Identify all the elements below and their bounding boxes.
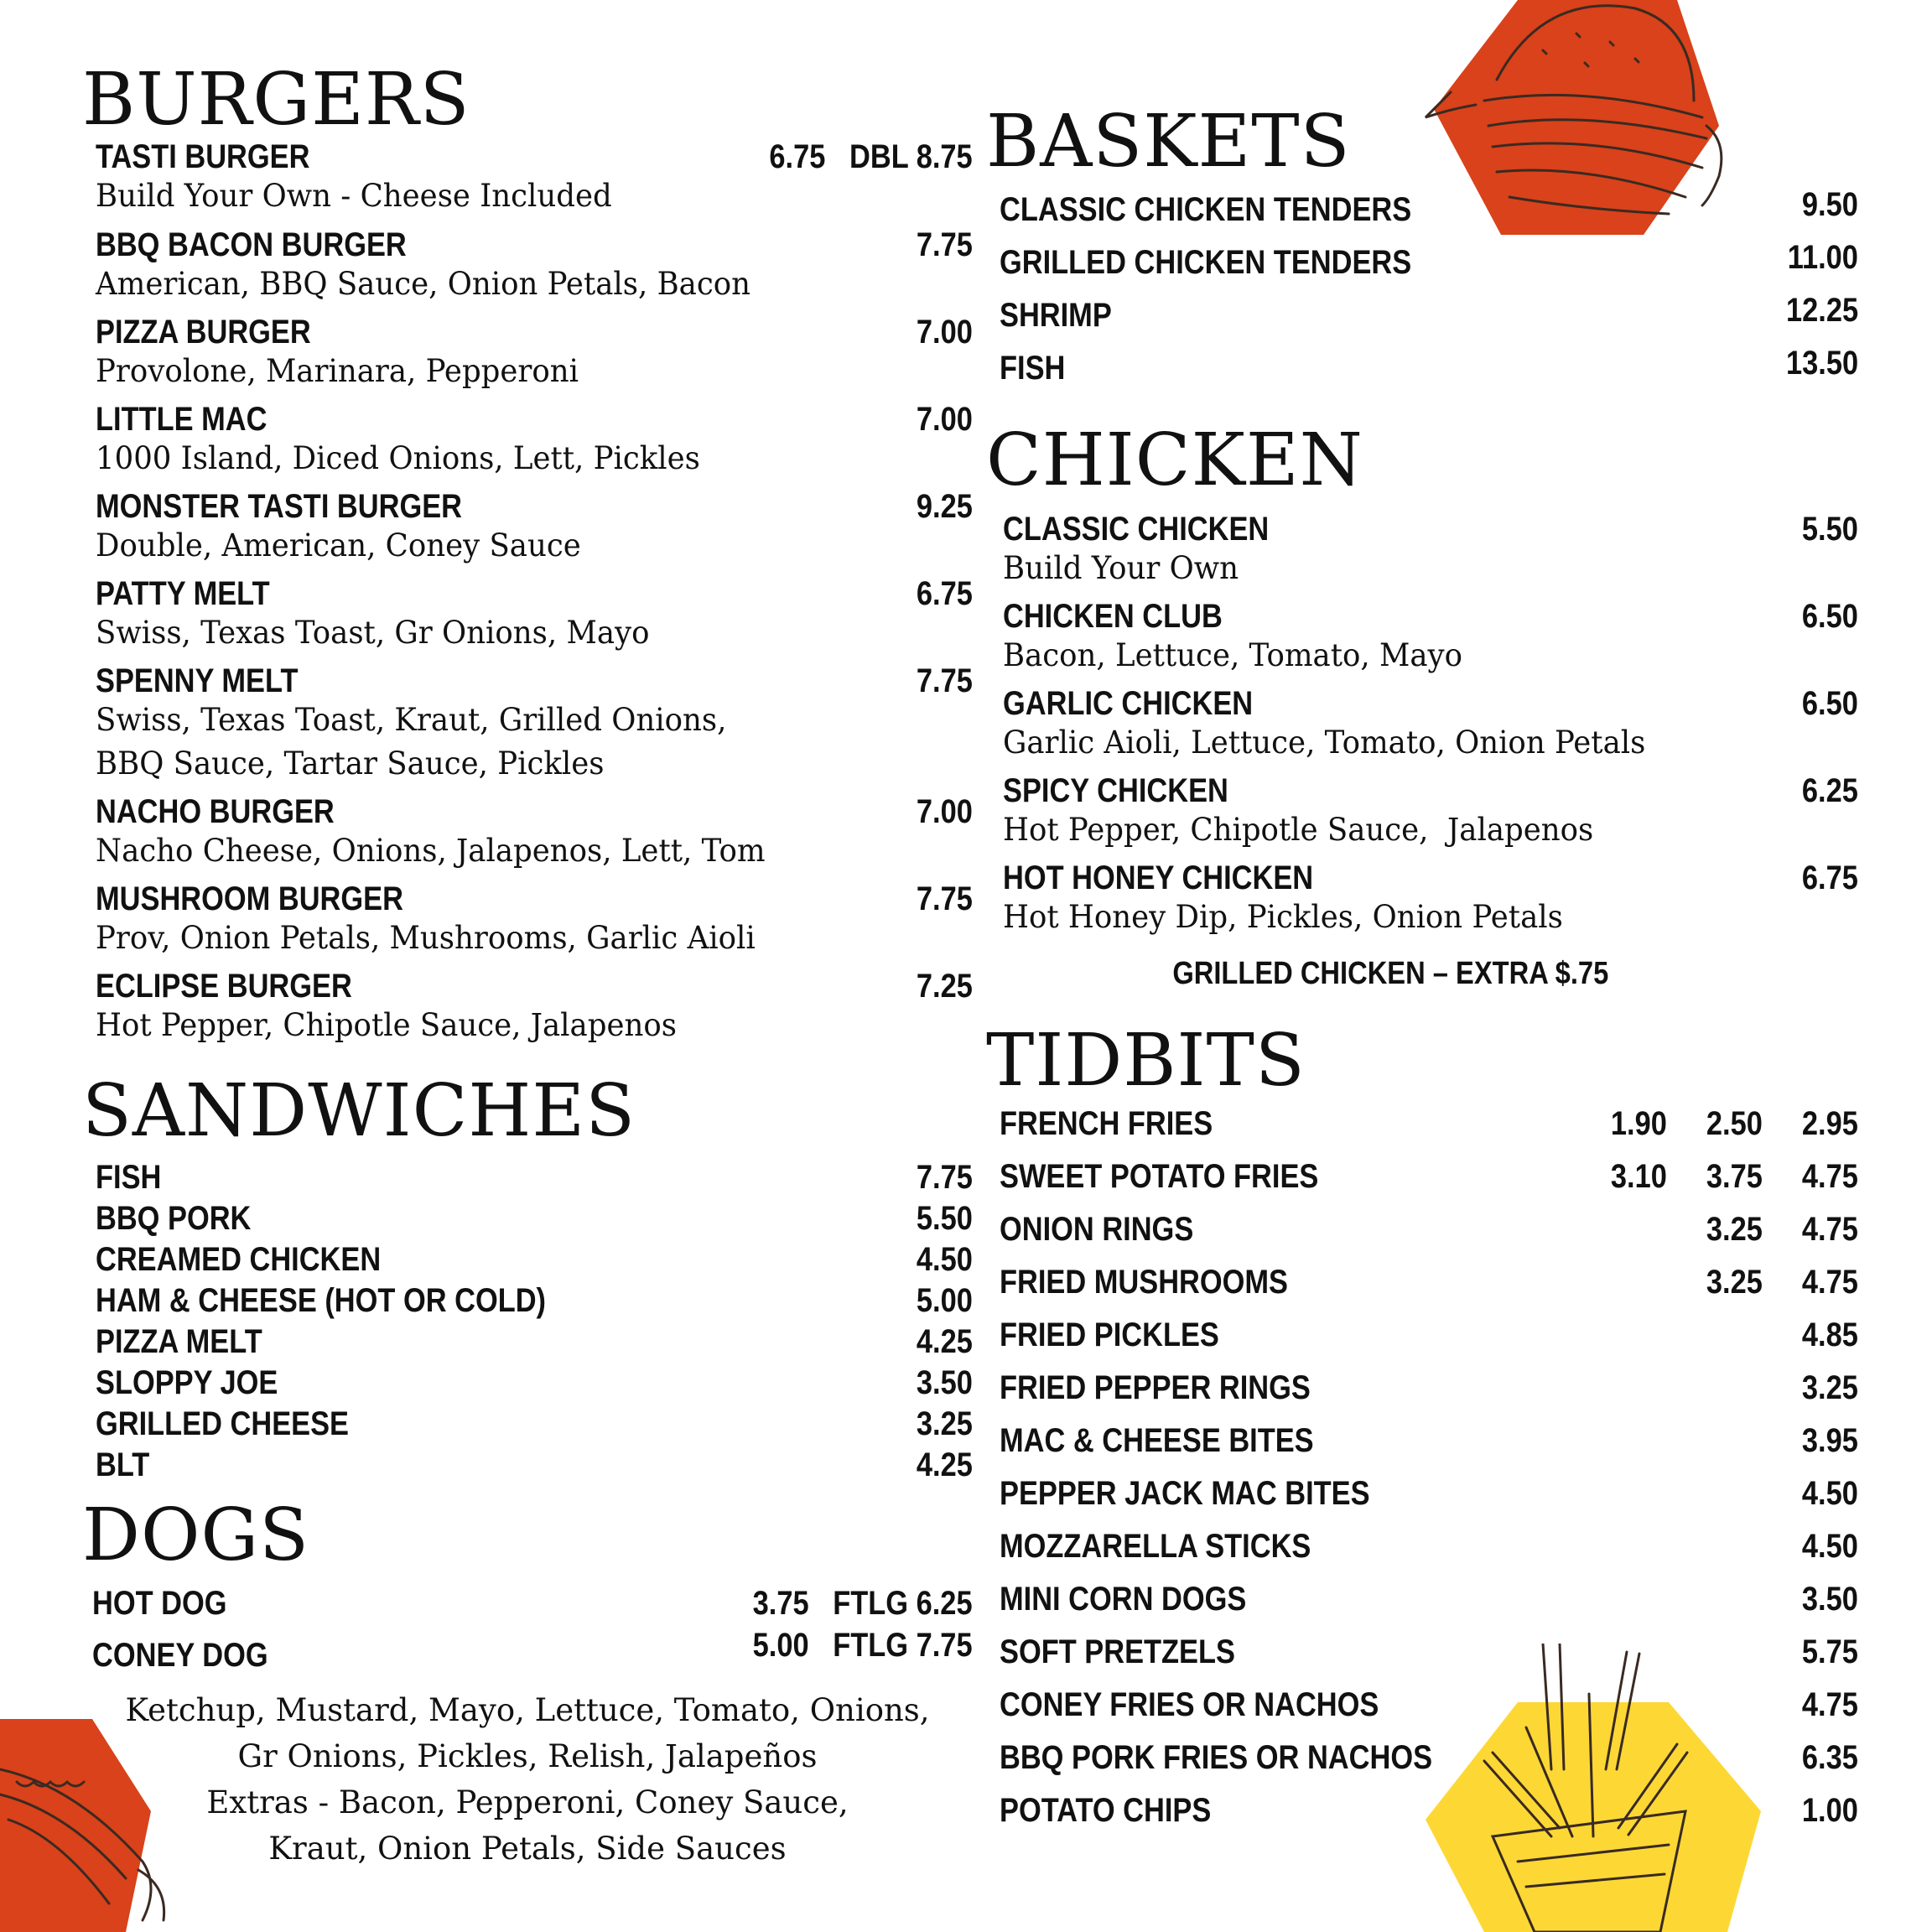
tidbit-row — [986, 1420, 1858, 1462]
item-name: ECLIPSE BURGER — [96, 968, 352, 1005]
item-description: Nacho Cheese, Onions, Jalapenos, Lett, Tom — [96, 833, 766, 869]
item-name: MAC & CHEESE BITES — [1000, 1422, 1314, 1459]
menu-item-basket-fish — [986, 345, 1858, 387]
menu-item-coney-dog — [82, 1627, 973, 1674]
item-price: 4.25 — [917, 1323, 973, 1360]
item-price: 3.75 FTLG 6.25 — [753, 1585, 973, 1622]
item-description: American, BBQ Sauce, Onion Petals, Bacon — [96, 266, 751, 302]
tidbit-row — [986, 1368, 1858, 1410]
item-name: HOT DOG — [92, 1585, 227, 1622]
menu-item-eclipse-burger — [82, 966, 973, 1008]
menu-item-grilled-cheese — [82, 1404, 973, 1446]
item-price: 7.75 — [917, 226, 973, 263]
menu-item-mushroom-burger — [82, 879, 973, 921]
item-description: Hot Pepper, Chipotle Sauce, Jalapenos — [1003, 812, 1594, 848]
menu-item-classic-chicken — [986, 509, 1858, 551]
menu-item-spenny-melt — [82, 661, 973, 703]
item-name: ONION RINGS — [1000, 1211, 1194, 1248]
item-description: BBQ Sauce, Tartar Sauce, Pickles — [96, 745, 605, 782]
toppings-line: Ketchup, Mustard, Mayo, Lettuce, Tomato, Onions, — [125, 1692, 930, 1728]
menu-item-ham-and-cheese — [82, 1280, 973, 1322]
item-name: LITTLE MAC — [96, 401, 267, 438]
item-name: NACHO BURGER — [96, 793, 335, 830]
item-description: Hot Pepper, Chipotle Sauce, Jalapenos — [96, 1007, 677, 1043]
menu-item-tasti-burger — [82, 137, 973, 179]
toppings-line: Gr Onions, Pickles, Relish, Jalapeños — [237, 1738, 818, 1774]
dogs-title: DOGS — [82, 1493, 310, 1577]
menu-item-creamed-chicken — [82, 1239, 973, 1281]
item-price: 5.50 — [1802, 511, 1858, 548]
item-price: 6.50 — [1802, 685, 1858, 722]
item-name: MUSHROOM BURGER — [96, 880, 403, 917]
item-name: HOT HONEY CHICKEN — [1003, 860, 1314, 896]
item-name: SLOPPY JOE — [96, 1364, 278, 1401]
menu-item-classic-chicken-tenders — [986, 186, 1858, 228]
item-price: 4.50 — [1802, 1528, 1858, 1565]
item-price: 3.25 — [1706, 1264, 1763, 1301]
item-description: Build Your Own — [1003, 550, 1239, 586]
item-price: 7.00 — [917, 793, 973, 830]
item-name: FISH — [1000, 350, 1066, 387]
menu-item-nacho-burger — [82, 792, 973, 834]
item-name: MOZZARELLA STICKS — [1000, 1528, 1311, 1565]
item-price: 5.00 FTLG 7.75 — [753, 1627, 973, 1664]
item-price: 4.75 — [1802, 1264, 1858, 1301]
item-price: 6.35 — [1802, 1739, 1858, 1776]
tidbit-row — [986, 1737, 1858, 1779]
item-price: 6.75 — [1802, 860, 1858, 896]
item-price: 11.00 — [1787, 239, 1858, 276]
item-price: 13.50 — [1785, 345, 1858, 382]
item-description: Garlic Aioli, Lettuce, Tomato, Onion Petals — [1003, 724, 1646, 761]
tidbit-row — [986, 1526, 1858, 1568]
item-price: 6.75 DBL 8.75 — [769, 138, 973, 175]
tidbit-row — [986, 1262, 1858, 1304]
menu-item-shrimp — [986, 292, 1858, 334]
tidbit-row — [986, 1685, 1858, 1727]
menu-item-blt — [82, 1445, 973, 1487]
item-name: POTATO CHIPS — [1000, 1792, 1212, 1829]
item-price: 4.75 — [1802, 1158, 1858, 1195]
item-price: 7.25 — [917, 968, 973, 1005]
item-name: FRIED MUSHROOMS — [1000, 1264, 1288, 1301]
item-name: SOFT PRETZELS — [1000, 1633, 1235, 1670]
menu-item-hot-dog — [82, 1583, 973, 1625]
tidbits-title: TIDBITS — [986, 1019, 1306, 1103]
item-name: GRILLED CHEESE — [96, 1405, 349, 1442]
item-price: 9.50 — [1802, 186, 1858, 223]
item-name: FISH — [96, 1159, 162, 1196]
item-description: Hot Honey Dip, Pickles, Onion Petals — [1003, 899, 1563, 935]
item-name: GARLIC CHICKEN — [1003, 685, 1254, 722]
menu-item-pizza-melt — [82, 1322, 973, 1363]
item-name: SHRIMP — [1000, 297, 1112, 334]
item-price: 5.00 — [917, 1282, 973, 1319]
item-price: 7.00 — [917, 314, 973, 351]
menu-item-chicken-club — [986, 596, 1858, 638]
item-price: 3.95 — [1802, 1422, 1858, 1459]
tidbit-row — [986, 1315, 1858, 1357]
item-name: MINI CORN DOGS — [1000, 1581, 1247, 1618]
burgers-title: BURGERS — [82, 58, 470, 142]
menu-item-spicy-chicken — [986, 771, 1858, 813]
item-name: FRENCH FRIES — [1000, 1105, 1213, 1142]
item-name: CHICKEN CLUB — [1003, 598, 1223, 635]
menu-item-garlic-chicken — [986, 683, 1858, 725]
item-description: Swiss, Texas Toast, Gr Onions, Mayo — [96, 615, 650, 651]
item-name: HAM & CHEESE (HOT OR COLD) — [96, 1282, 547, 1319]
item-name: GRILLED CHICKEN TENDERS — [1000, 244, 1412, 281]
item-price: 3.10 — [1611, 1158, 1667, 1195]
menu-item-little-mac — [82, 399, 973, 441]
item-name: CONEY FRIES OR NACHOS — [1000, 1686, 1379, 1723]
item-name: BBQ PORK FRIES OR NACHOS — [1000, 1739, 1433, 1776]
menu-item-grilled-chicken-tenders — [986, 239, 1858, 281]
grilled-chicken-note: GRILLED CHICKEN – EXTRA $.75 — [1172, 956, 1609, 991]
item-price: 5.75 — [1802, 1633, 1858, 1670]
item-name: BBQ PORK — [96, 1200, 252, 1237]
item-name: SPICY CHICKEN — [1003, 772, 1228, 809]
baskets-title: BASKETS — [986, 100, 1351, 184]
item-description: Provolone, Marinara, Pepperoni — [96, 353, 579, 389]
item-price: 12.25 — [1785, 292, 1858, 329]
tidbit-row — [986, 1473, 1858, 1515]
tidbit-row — [986, 1209, 1858, 1251]
item-price: 6.50 — [1802, 598, 1858, 635]
item-description: Build Your Own - Cheese Included — [96, 178, 612, 214]
item-name: SPENNY MELT — [96, 662, 299, 699]
menu-item-sloppy-joe — [82, 1363, 973, 1405]
item-name: CLASSIC CHICKEN — [1003, 511, 1270, 548]
item-name: FRIED PEPPER RINGS — [1000, 1369, 1311, 1406]
item-name: CLASSIC CHICKEN TENDERS — [1000, 191, 1412, 228]
item-price: 7.00 — [917, 401, 973, 438]
item-name: PIZZA MELT — [96, 1323, 262, 1360]
item-name: BLT — [96, 1446, 150, 1483]
item-price: 7.75 — [917, 880, 973, 917]
item-description: Double, American, Coney Sauce — [96, 527, 581, 564]
tidbit-row — [986, 1632, 1858, 1674]
item-name: CONEY DOG — [92, 1637, 268, 1674]
item-name: TASTI BURGER — [96, 138, 310, 175]
item-description: Swiss, Texas Toast, Kraut, Grilled Onions, — [96, 702, 727, 738]
item-price: 4.50 — [1802, 1475, 1858, 1512]
item-name: MONSTER TASTI BURGER — [96, 488, 463, 525]
item-price: 7.75 — [917, 662, 973, 699]
item-description: 1000 Island, Diced Onions, Lett, Pickles — [96, 440, 700, 476]
item-price: 1.00 — [1802, 1792, 1858, 1829]
menu-item-monster-tasti-burger — [82, 486, 973, 528]
menu-item-pizza-burger — [82, 312, 973, 354]
chicken-title: CHICKEN — [986, 418, 1363, 502]
item-price: 3.25 — [917, 1405, 973, 1442]
item-price: 3.50 — [917, 1364, 973, 1401]
tidbit-row — [986, 1156, 1858, 1198]
item-price: 3.25 — [1802, 1369, 1858, 1406]
item-name: FRIED PICKLES — [1000, 1317, 1219, 1353]
item-price: 5.50 — [917, 1200, 973, 1237]
menu-item-hot-honey-chicken — [986, 858, 1858, 900]
item-name: PEPPER JACK MAC BITES — [1000, 1475, 1370, 1512]
item-price: 2.95 — [1802, 1105, 1858, 1142]
item-price: 4.85 — [1802, 1317, 1858, 1353]
item-description: Prov, Onion Petals, Mushrooms, Garlic Aioli — [96, 920, 756, 956]
item-price: 6.25 — [1802, 772, 1858, 809]
extras-line: Kraut, Onion Petals, Side Sauces — [268, 1831, 787, 1867]
tidbit-row — [986, 1104, 1858, 1145]
extras-line: Extras - Bacon, Pepperoni, Coney Sauce, — [206, 1784, 849, 1820]
sandwiches-title: SANDWICHES — [82, 1069, 636, 1153]
item-price: 4.75 — [1802, 1211, 1858, 1248]
item-price: 3.25 — [1706, 1211, 1763, 1248]
item-price: 6.75 — [917, 575, 973, 612]
tidbit-row — [986, 1790, 1858, 1832]
item-price: 3.75 — [1706, 1158, 1763, 1195]
item-description: Bacon, Lettuce, Tomato, Mayo — [1003, 637, 1462, 673]
item-name: PATTY MELT — [96, 575, 270, 612]
item-price: 1.90 — [1611, 1105, 1667, 1142]
item-price: 4.50 — [917, 1241, 973, 1278]
menu-item-bbq-pork — [82, 1198, 973, 1240]
item-name: CREAMED CHICKEN — [96, 1241, 382, 1278]
item-name: PIZZA BURGER — [96, 314, 311, 351]
item-price: 7.75 — [917, 1159, 973, 1196]
item-price: 3.50 — [1802, 1581, 1858, 1618]
item-name: SWEET POTATO FRIES — [1000, 1158, 1319, 1195]
menu-item-bbq-bacon-burger — [82, 225, 973, 267]
item-price: 2.50 — [1706, 1105, 1763, 1142]
tidbit-row — [986, 1579, 1858, 1621]
item-price: 4.25 — [917, 1446, 973, 1483]
item-price: 4.75 — [1802, 1686, 1858, 1723]
item-name: BBQ BACON BURGER — [96, 226, 407, 263]
dog-toppings — [82, 1687, 973, 1872]
menu-item-patty-melt — [82, 574, 973, 615]
menu-item-fish — [82, 1157, 973, 1199]
item-price: 9.25 — [917, 488, 973, 525]
